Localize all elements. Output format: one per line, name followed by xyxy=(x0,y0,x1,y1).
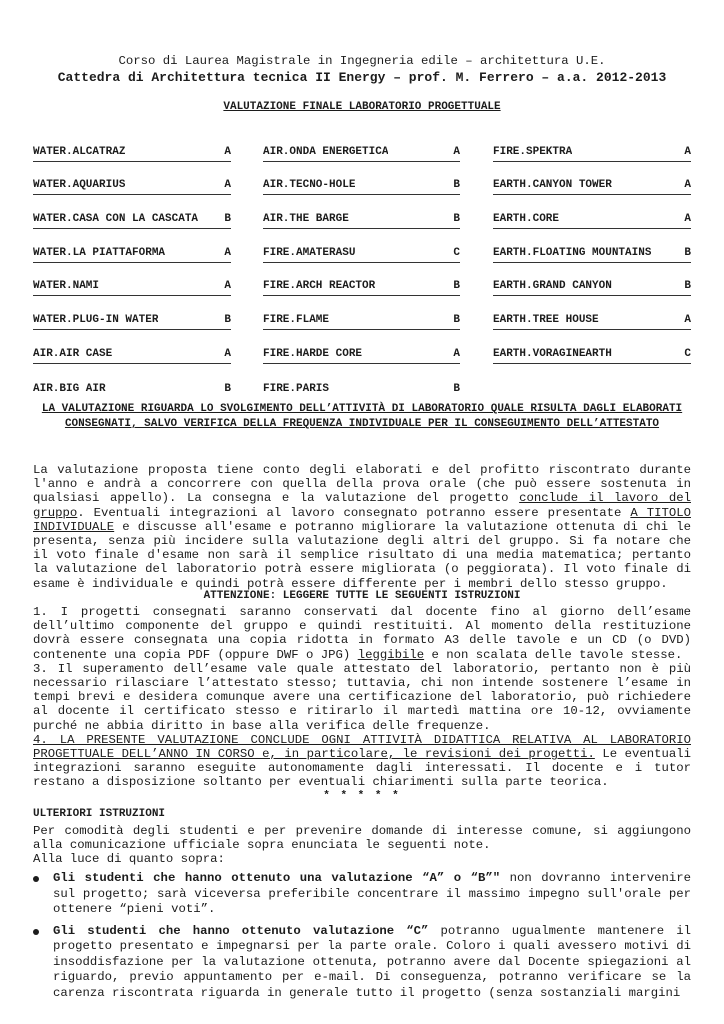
project-name: AIR.ONDA ENERGETICA xyxy=(263,145,389,158)
project-grade: B xyxy=(453,382,460,395)
list-item: Gli studenti che hanno ottenuto una valutazione “A” o “B”" non dovranno intervenire sul progetto; sarà viceversa preferibile concentrare il massimo impegno sull'orale per ottenere “pieni voti”. xyxy=(33,871,691,918)
evaluation-title: VALUTAZIONE FINALE LABORATORIO PROGETTUALE xyxy=(223,101,501,113)
grade-row xyxy=(33,162,231,196)
project-name: WATER.NAMI xyxy=(33,280,100,293)
bullet-dot-icon xyxy=(33,929,39,935)
project-grade: C xyxy=(453,246,460,259)
grade-row xyxy=(33,296,231,330)
project-grade: B xyxy=(453,213,460,226)
project-grade: A xyxy=(684,314,691,327)
project-name: WATER.PLUG-IN WATER xyxy=(33,314,159,327)
instructions-list xyxy=(33,605,691,790)
grades-column-3 xyxy=(493,128,691,364)
project-name: AIR.AIR CASE xyxy=(33,347,113,360)
course-line: Corso di Laurea Magistrale in Ingegneria edile – architettura U.E. xyxy=(118,54,606,68)
further-lead: Alla luce di quanto sopra: xyxy=(33,852,225,867)
grade-row xyxy=(263,330,460,364)
further-instructions-title: ULTERIORI ISTRUZIONI xyxy=(33,808,166,820)
project-name: FIRE.FLAME xyxy=(263,314,330,327)
grade-row xyxy=(493,229,691,263)
grade-row xyxy=(263,128,460,162)
project-name: AIR.BIG AIR xyxy=(33,382,106,395)
project-grade: A xyxy=(224,347,231,360)
project-grade: A xyxy=(684,145,691,158)
project-grade: B xyxy=(224,213,231,226)
grade-row xyxy=(493,296,691,330)
list-item: Gli studenti che hanno ottenuto valutazione “C” potranno ugualmente mantenere il progetto presentato e impegnarsi per la parte orale. Coloro i quali avessero motivi di insoddisfazione per la valutazione ottenuta, potranno avere dal Docente spiegazioni al riguardo, previo appuntamento per e-mail. Di conseguenza, potranno verificare se la carenza riscontrata riguarda in generale tutto il progetto (senza sostanziali margini xyxy=(33,924,691,1002)
project-grade: A xyxy=(684,179,691,192)
project-name: FIRE.PARIS xyxy=(263,382,330,395)
project-name: WATER.ALCATRAZ xyxy=(33,145,126,158)
grade-row xyxy=(493,330,691,364)
project-grade: A xyxy=(684,213,691,226)
project-name: FIRE.HARDE CORE xyxy=(263,347,363,360)
project-name: FIRE.ARCH REACTOR xyxy=(263,280,376,293)
project-grade: B xyxy=(453,179,460,192)
grades-column-2 xyxy=(263,128,460,398)
bullet-list xyxy=(33,871,691,1007)
grade-row xyxy=(263,195,460,229)
grade-row xyxy=(33,364,231,398)
attention-title: ATTENZIONE: LEGGERE TUTTE LE SEGUENTI ISTRUZIONI xyxy=(203,590,521,602)
project-grade: A xyxy=(224,246,231,259)
grade-row xyxy=(33,128,231,162)
bullet-dot-icon xyxy=(33,876,39,882)
project-grade: B xyxy=(453,314,460,327)
project-name: FIRE.AMATERASU xyxy=(263,246,356,259)
project-name: FIRE.SPEKTRA xyxy=(493,145,573,158)
grade-row xyxy=(263,229,460,263)
project-grade: A xyxy=(224,179,231,192)
project-grade: B xyxy=(684,246,691,259)
project-grade: A xyxy=(224,280,231,293)
project-name: EARTH.CORE xyxy=(493,213,560,226)
instruction-1: 1. I progetti consegnati saranno conservati dal docente fino al giorno dell’esame dell’ultimo componente del gruppo e quindi restituiti. Al momento della restituzione dovrà essere consegnata una copia ridotta in formato A3 delle tavole e un CD (o DVD) contenente una copia PDF (oppure DWF o JPG) leggibile e non scalata delle tavole stesse. xyxy=(33,605,691,662)
project-name: EARTH.TREE HOUSE xyxy=(493,314,599,327)
grade-row xyxy=(33,195,231,229)
project-name: WATER.AQUARIUS xyxy=(33,179,126,192)
grade-row xyxy=(493,263,691,297)
grade-row xyxy=(493,162,691,196)
project-name: EARTH.FLOATING MOUNTAINS xyxy=(493,246,652,259)
further-instructions xyxy=(33,824,691,867)
grade-row xyxy=(33,263,231,297)
project-name: EARTH.GRAND CANYON xyxy=(493,280,612,293)
project-name: WATER.LA PIATTAFORMA xyxy=(33,246,166,259)
project-grade: B xyxy=(684,280,691,293)
grades-column-1 xyxy=(33,128,231,398)
grade-row xyxy=(263,263,460,297)
instruction-4: 4. LA PRESENTE VALUTAZIONE CONCLUDE OGNI ATTIVITÀ DIDATTICA RELATIVA AL LABORATORIO PROGETTUALE DELL’ANNO IN CORSO e, in particolare, le revisioni dei progetti. Le eventuali integrazioni saranno eseguite autonomamente dagli interessati. Il docente e i tutor restano a disposizione soltanto per eventuali chiarimenti sulla parte teorica. xyxy=(33,732,691,790)
grade-row xyxy=(263,364,460,398)
grade-row xyxy=(263,162,460,196)
grade-row xyxy=(493,128,691,162)
chair-line: Cattedra di Architettura tecnica II Energy – prof. M. Ferrero – a.a. 2012-2013 xyxy=(57,70,667,85)
further-paragraph: Per comodità degli studenti e per prevenire domande di interesse comune, si aggiungono alla comunicazione ufficiale sopra enunciata le seguenti note. xyxy=(33,824,691,853)
evaluation-paragraph: La valutazione proposta tiene conto degli elaborati e del profitto riscontrato durante l'anno e andrà a concorrere con quella della prova orale (che può essere sostenuta in qualsiasi appello). La consegna e la valutazione del progetto conclude il lavoro del gruppo. Eventuali integrazioni al lavoro consegnato potranno essere presentate A TITOLO INDIVIDUALE e discusse all'esame e potranno migliorare la valutazione ottenuta di chi le presenta, senza più incidere sulla valutazione degli altri del gruppo. Si fa notare che il voto finale d'esame non sarà il semplice risultato di una media matematica; pertanto la valutazione del laboratorio potrà essere migliorata (o peggiorata). Il voto finale di esame è individuale e quindi potrà essere differente per i membri dello stesso gruppo. xyxy=(33,463,691,591)
notice-title: LA VALUTAZIONE RIGUARDA LO SVOLGIMENTO DELL’ATTIVITÀ DI LABORATORIO QUALE RISULTA DAGLI ELABORATI CONSEGNATI, SALVO VERIFICA DELLA FREQUENZA INDIVIDUALE PER IL CONSEGUIMENTO DELL’ATTESTATO xyxy=(41,403,683,430)
grade-row xyxy=(33,229,231,263)
project-grade: A xyxy=(453,347,460,360)
project-name: AIR.TECNO-HOLE xyxy=(263,179,356,192)
project-grade: A xyxy=(453,145,460,158)
project-grade: B xyxy=(453,280,460,293)
grade-row xyxy=(493,195,691,229)
project-name: AIR.THE BARGE xyxy=(263,213,349,226)
project-grade: C xyxy=(684,347,691,360)
grade-row xyxy=(33,330,231,364)
project-grade: A xyxy=(224,145,231,158)
separator-stars: * * * * * xyxy=(323,790,401,802)
project-grade: B xyxy=(224,382,231,395)
project-name: WATER.CASA CON LA CASCATA xyxy=(33,213,199,226)
project-name: EARTH.CANYON TOWER xyxy=(493,179,612,192)
project-grade: B xyxy=(224,314,231,327)
project-name: EARTH.VORAGINEARTH xyxy=(493,347,612,360)
grade-row xyxy=(263,296,460,330)
instruction-3: 3. Il superamento dell’esame vale quale attestato del laboratorio, pertanto non è più necessario rilasciare l’attestato stesso; tuttavia, chi non intende sostenere l’esame in tempi brevi e desidera comunque avere una certificazione del laboratorio, può richiedere al docente il certificato stesso e ritirarlo il martedì mattina ore 10-12, ovviamente purché ne abbia diritto in base alla verifica delle frequenze. xyxy=(33,661,691,733)
